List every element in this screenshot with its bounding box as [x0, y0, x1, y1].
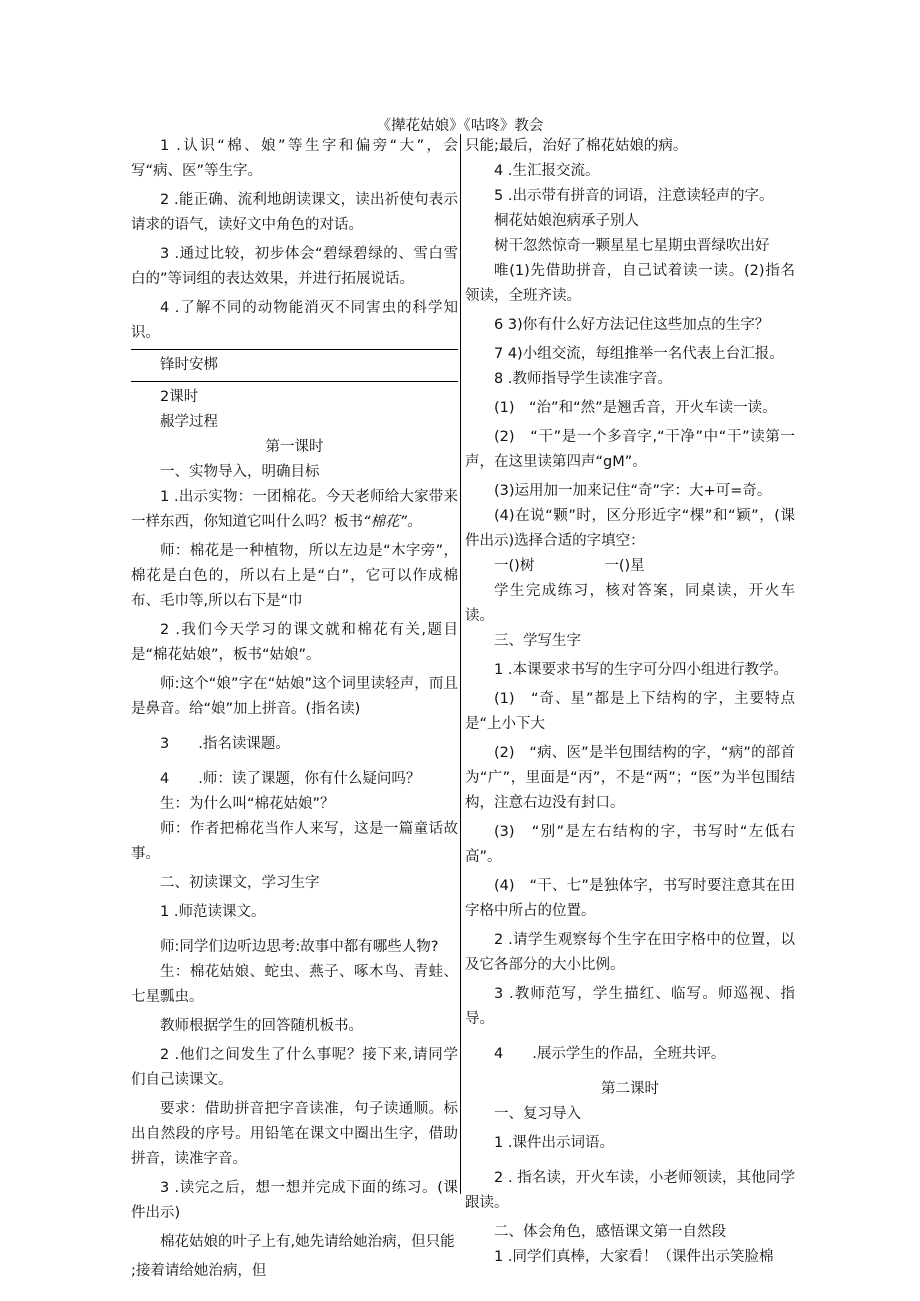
- teacher-1: 师：棉花是一种植物，所以左边是“木字旁”，棉花是白色的，所以右上是“白”，它可以作成棉布、毛巾等,所以右下是“巾: [131, 543, 458, 609]
- step-1-3: 3 .指名读课题。: [160, 736, 290, 752]
- step-3-4: 4 .展示学生的作品，全班共评。: [494, 1046, 726, 1062]
- teacher-3: 师：作者把棉花当作人来写，这是一篇童话故事。: [131, 821, 458, 862]
- reading-method: 唯(1)先借助拼音，自己试着读一读。(2)指名领读，全班齐读。: [465, 263, 795, 304]
- step-2-8-1: (1) “治”和“然”是翘舌音，开火车读一读。: [494, 400, 777, 416]
- step-2-1: 1 .师范读课文。: [160, 904, 266, 920]
- right-column: [465, 134, 795, 1270]
- step-2-8: 8 .教师指导学生读准字音。: [494, 371, 672, 387]
- student-2: 生：棉花姑娘、蛇虫、燕子、啄木鸟、青蛙、七星瓢虫。: [131, 964, 458, 1005]
- l2-step-2-1: 1 .同学们真棒，大家看！（课件出示笑脸棉: [494, 1249, 774, 1265]
- objective-4: 4 .了解不同的动物能消灭不同害虫的科学知识。: [131, 300, 458, 341]
- step-3-3: 3 .教师范写，学生描红、临写。师巡视、指导。: [465, 986, 795, 1027]
- l2-step-1-1: 1 .课件出示词语。: [494, 1135, 614, 1151]
- left-column: [131, 134, 458, 1284]
- exercise-continued: 只能;最后，治好了棉花姑娘的病。: [465, 138, 688, 154]
- step-2-8-3: (3)运用加一加来记住“奇”字：大+可=奇。: [494, 483, 772, 499]
- fill-blank-row: [465, 554, 795, 579]
- divider-line: [131, 381, 458, 382]
- section-2-heading: 二、初读课文，学习生字: [160, 875, 320, 891]
- l2-section-2-heading: 二、体会角色，感悟课文第一自然段: [494, 1224, 726, 1240]
- step-2-3: 3 .读完之后，想一想并完成下面的练习。(课件出示): [131, 1180, 458, 1221]
- step-2-5: 5 .出示带有拼音的词语，注意读轻声的字。: [494, 188, 774, 204]
- step-3-1-4: (4) “干、七”是独体字，书写时要注意其在田字格中所占的位置。: [465, 878, 795, 919]
- student-1: 生：为什么叫“棉花姑娘”？: [160, 796, 335, 812]
- teacher-4: 师:同学们边听边思考:故事中都有哪些人物?: [160, 939, 439, 955]
- lesson-2-heading: 第二课时: [601, 1081, 659, 1097]
- document-title: 《撵花姑娘》《咕咚》教会: [376, 118, 544, 134]
- section-1-heading: 一、实物导入，明确目标: [160, 464, 320, 480]
- fill-blank-1: 一()树: [494, 558, 535, 574]
- l2-step-1-2: 2 . 指名读，开火车读，小老师领读，其他同学跟读。: [465, 1170, 795, 1211]
- divider-line: [131, 349, 458, 350]
- exercise-line-1: 棉花姑娘的叶子上有,她先请给她治病，但只能: [160, 1234, 455, 1250]
- l2-section-1-heading: 一、复习导入: [494, 1106, 581, 1122]
- word-list-2: 树干忽然惊奇一颗星星七星期虫晋绿吹出好: [494, 238, 770, 254]
- word-list-1: 桐花姑娘泡病承子别人: [494, 213, 639, 229]
- practice-note: 学生完成练习，核对答案，同桌读，开火车读。: [465, 583, 795, 624]
- requirement: 要求：借助拼音把字音读准，句子读通顺。标出自然段的序号。用铅笔在课文中圈出生字，借助拼音，读准字音。: [131, 1101, 458, 1167]
- step-3-1-2: (2) “病、医”是半包围结构的字，“病”的部首为“广”，里面是“丙”，不是“两”；“医”为半包围结构，注意右边没有封口。: [465, 745, 795, 811]
- step-1-2: 2 .我们今天学习的课文就和棉花有关,题目是“棉花姑娘”，板书“姑娘”。: [131, 622, 458, 663]
- column-divider: [460, 134, 461, 1194]
- step-3-2: 2 .请学生观察每个生字在田字格中的位置，以及它各部分的大小比例。: [465, 932, 795, 973]
- exercise-line-2: ;接着请给她治病，但: [131, 1263, 267, 1279]
- step-2-8-2: (2) “干”是一个多音字,“干净”中“干”读第一声，在这里读第四声“gM”。: [465, 429, 795, 470]
- board-text: “棉花”。: [363, 514, 422, 530]
- process-heading: 赧学过程: [160, 414, 218, 430]
- schedule-label: 锋时安梆: [160, 357, 218, 373]
- section-3-heading: 三、学写生字: [494, 633, 581, 649]
- step-3-1-1: (1) “奇、星”都是上下结构的字，主要特点是“上小下大: [465, 691, 795, 732]
- step-2-6: 6 3)你有什么好方法记住这些加点的生字？: [494, 317, 770, 333]
- step-1-1: [131, 485, 458, 535]
- step-2-4: 4 .生汇报交流。: [494, 163, 600, 179]
- schedule-value: 2课时: [160, 389, 199, 405]
- lesson-1-heading: 第一课时: [265, 439, 324, 455]
- step-3-1: 1 .本课要求书写的生字可分四小组进行教学。: [494, 662, 788, 678]
- step-3-1-3: (3) “别”是左右结构的字，书写时“左低右高”。: [465, 824, 795, 865]
- teacher-2: 师:这个“娘”字在“姑娘”这个词里读轻声，而且是鼻音。给“娘”加上拼音。(指名读): [131, 676, 458, 717]
- step-2-2: 2 .他们之间发生了什么事呢？接下来,请同学们自己读课文。: [131, 1047, 458, 1088]
- fill-blank-2: 一()星: [604, 558, 645, 574]
- step-1-4: 4 .师：读了课题，你有什么疑问吗？: [160, 771, 421, 787]
- objective-2: 2 .能正确、流利地朗读课文，读出祈使句表示请求的语气，读好文中角色的对话。: [131, 192, 458, 233]
- step-2-8-4: (4)在说“颗”时，区分形近字“棵”和“颖”，(课件出示)选择合适的字填空：: [465, 508, 795, 549]
- board-note: 教师根据学生的回答随机板书。: [160, 1018, 363, 1034]
- objective-1: 1 .认识“棉、娘”等生字和偏旁“大”，会写“病、医”等生字。: [131, 138, 458, 179]
- step-2-7: 7 4)小组交流，每组推举一名代表上台汇报。: [494, 346, 784, 362]
- step-1-1-text: 1 .出示实物：一团棉花。今天老师给大家带来一样东西，你知道它叫什么吗？板书: [131, 489, 458, 530]
- objective-3: 3 .通过比较，初步体会“碧绿碧绿的、雪白雪白的”等词组的表达效果，并进行拓展说话。: [131, 246, 458, 287]
